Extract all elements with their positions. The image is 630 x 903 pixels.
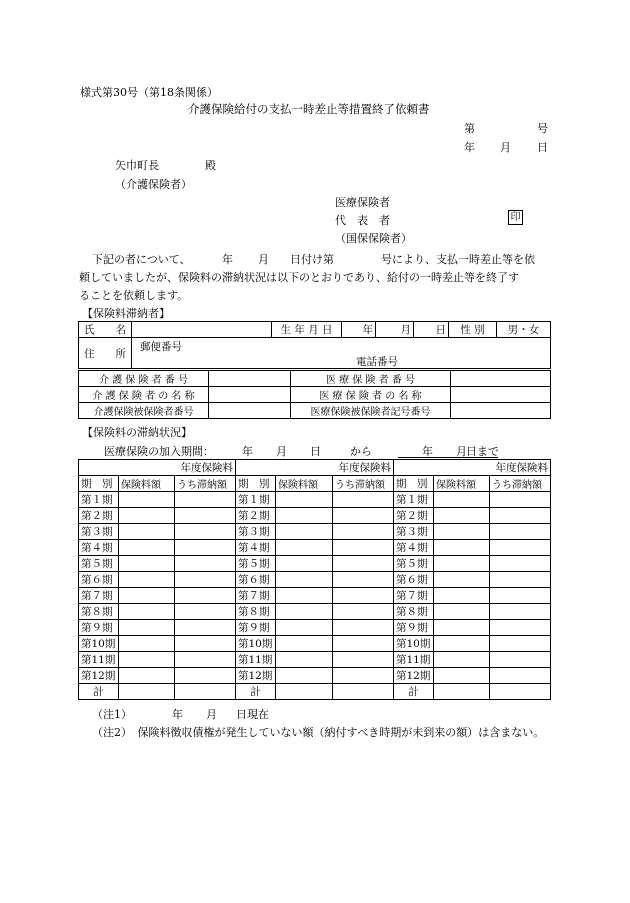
note1-label: （注1） <box>92 708 132 721</box>
arrears-cell[interactable] <box>490 524 551 540</box>
amount-cell[interactable] <box>276 668 333 684</box>
period-kara: から <box>350 445 372 458</box>
kaigo-insurer-name-label: 介 護 保 険 者 の 名 称 <box>79 387 209 403</box>
arrears-cell[interactable] <box>490 588 551 604</box>
sender-representative: 代 表 者 <box>335 214 390 227</box>
period-row-label: 第８期 <box>236 604 276 620</box>
arrears-cell[interactable] <box>490 620 551 636</box>
amount-cell[interactable] <box>119 620 175 636</box>
amount-cell[interactable] <box>434 540 490 556</box>
sender-iryo-insurer: 医療保険者 <box>335 196 390 209</box>
date-month-label: 月 <box>500 141 511 154</box>
doc-number-dai: 第 <box>464 122 475 135</box>
note1-text: 日現在 <box>236 708 269 721</box>
arrears-cell[interactable] <box>490 604 551 620</box>
iryo-insured-number-value[interactable] <box>451 403 551 419</box>
kaigo-insured-number-value[interactable] <box>209 403 291 419</box>
phone-label: 電話番号 <box>356 356 398 368</box>
sender-kokuho-insurer: （国保保険者） <box>335 232 412 245</box>
period-row-label: 第８期 <box>394 604 434 620</box>
period-row-label: 第６期 <box>79 572 119 588</box>
total-amount-cell[interactable] <box>434 684 490 700</box>
kaigo-insurer-number-label: 介 護 保 険 者 番 号 <box>79 371 209 387</box>
amount-cell[interactable] <box>276 652 333 668</box>
arrears-cell[interactable] <box>490 540 551 556</box>
arrears-cell[interactable] <box>333 668 394 684</box>
period-row-label: 第６期 <box>236 572 276 588</box>
total-label: 計 <box>394 684 434 700</box>
arrears-cell[interactable] <box>175 636 236 652</box>
body-line2: 頼していましたが、保険料の滞納状況は以下のとおりであり、給付の一時差止等を終了す <box>79 271 519 284</box>
fiscal-year-label: 年度保険料 <box>79 460 236 476</box>
period-made: 日まで <box>466 445 499 458</box>
arrears-cell[interactable] <box>175 604 236 620</box>
amount-cell[interactable] <box>434 588 490 604</box>
period-label: 医療保険の加入期間： <box>104 445 214 458</box>
arrears-table-2 <box>235 459 394 700</box>
section-delinquent-title: 【保険料滞納者】 <box>82 307 170 320</box>
period-to-year: 年 <box>422 445 433 458</box>
body-line1-b: 号により、支払一時差止等を依 <box>381 253 535 266</box>
col-arrears-header: うち滞納額 <box>333 476 394 492</box>
arrears-cell[interactable] <box>333 604 394 620</box>
arrears-cell[interactable] <box>175 492 236 508</box>
period-row-label: 第８期 <box>79 604 119 620</box>
period-row-label: 第５期 <box>394 556 434 572</box>
period-row-label: 第５期 <box>79 556 119 572</box>
period-row-label: 第１期 <box>79 492 119 508</box>
arrears-cell[interactable] <box>333 524 394 540</box>
period-row-label: 第11期 <box>79 652 119 668</box>
amount-cell[interactable] <box>276 492 333 508</box>
period-row-label: 第11期 <box>394 652 434 668</box>
period-row-label: 第11期 <box>236 652 276 668</box>
arrears-cell[interactable] <box>333 636 394 652</box>
fiscal-year-label: 年度保険料 <box>236 460 394 476</box>
note1-month: 月 <box>206 708 217 721</box>
amount-cell[interactable] <box>434 524 490 540</box>
total-arrears-cell[interactable] <box>333 684 394 700</box>
birth-month[interactable]: 月 <box>376 322 414 338</box>
amount-cell[interactable] <box>119 540 175 556</box>
arrears-cell[interactable] <box>175 540 236 556</box>
period-row-label: 第１期 <box>394 492 434 508</box>
period-to-month: 月 <box>456 445 467 458</box>
arrears-cell[interactable] <box>175 668 236 684</box>
amount-cell[interactable] <box>434 508 490 524</box>
period-row-label: 第10期 <box>79 636 119 652</box>
arrears-cell[interactable] <box>333 556 394 572</box>
iryo-insurer-name-label: 医 療 保 険 者 の 名 称 <box>291 387 451 403</box>
seal-mark <box>508 210 523 225</box>
birth-year[interactable]: 年 <box>342 322 376 338</box>
name-label: 氏 名 <box>79 322 132 338</box>
period-row-label: 第９期 <box>79 620 119 636</box>
amount-cell[interactable] <box>276 636 333 652</box>
amount-cell[interactable] <box>434 572 490 588</box>
period-row-label: 第10期 <box>236 636 276 652</box>
amount-cell[interactable] <box>434 652 490 668</box>
addressee-mayor: 矢巾町長 <box>115 159 159 172</box>
col-arrears-header: うち滞納額 <box>175 476 236 492</box>
period-row-label: 第５期 <box>236 556 276 572</box>
period-row-label: 第２期 <box>79 508 119 524</box>
amount-cell[interactable] <box>119 652 175 668</box>
iryo-insurer-name-value[interactable] <box>451 387 551 403</box>
iryo-insured-number-label: 医療保険被保険者記号番号 <box>291 403 451 419</box>
postal-label: 郵便番号 <box>140 341 182 353</box>
period-row-label: 第３期 <box>236 524 276 540</box>
total-arrears-cell[interactable] <box>490 684 551 700</box>
amount-cell[interactable] <box>119 572 175 588</box>
amount-cell[interactable] <box>434 668 490 684</box>
amount-cell[interactable] <box>276 524 333 540</box>
fiscal-table-2 <box>235 459 394 700</box>
kaigo-insured-number-label: 介護保険被保険者番号 <box>79 403 209 419</box>
arrears-cell[interactable] <box>333 492 394 508</box>
addressee-kaigo-insurer: （介護保険者） <box>115 178 192 191</box>
arrears-cell[interactable] <box>333 540 394 556</box>
arrears-cell[interactable] <box>490 556 551 572</box>
arrears-cell[interactable] <box>175 508 236 524</box>
body-line1-month: 月 <box>258 253 269 266</box>
period-from-year: 年 <box>242 445 253 458</box>
period-from-month: 月 <box>276 445 287 458</box>
arrears-cell[interactable] <box>333 620 394 636</box>
arrears-cell[interactable] <box>175 620 236 636</box>
arrears-cell[interactable] <box>490 652 551 668</box>
note1-year: 年 <box>172 708 183 721</box>
period-row-label: 第12期 <box>79 668 119 684</box>
amount-cell[interactable] <box>119 604 175 620</box>
address-value[interactable] <box>132 338 551 369</box>
arrears-cell[interactable] <box>333 508 394 524</box>
col-amount-header: 保険料額 <box>276 476 333 492</box>
period-row-label: 第３期 <box>394 524 434 540</box>
gender-label: 性 別 <box>449 322 497 338</box>
period-row-label: 第４期 <box>236 540 276 556</box>
period-row-label: 第12期 <box>394 668 434 684</box>
amount-cell[interactable] <box>119 668 175 684</box>
arrears-cell[interactable] <box>490 508 551 524</box>
period-row-label: 第３期 <box>79 524 119 540</box>
addressee-dono: 殿 <box>205 159 216 172</box>
note2: （注2） 保険料徴収債権が発生していない額（納付すべき時期が未到来の額）は含まない。 <box>92 726 545 739</box>
fiscal-year-label: 年度保険料 <box>394 460 551 476</box>
period-from-day: 日 <box>310 445 321 458</box>
amount-cell[interactable] <box>119 588 175 604</box>
amount-cell[interactable] <box>119 524 175 540</box>
body-line1-day: 日付け第 <box>290 253 334 266</box>
period-row-label: 第２期 <box>236 508 276 524</box>
amount-cell[interactable] <box>119 556 175 572</box>
arrears-cell[interactable] <box>333 572 394 588</box>
address-label: 住 所 <box>79 338 132 369</box>
period-row-label: 第４期 <box>394 540 434 556</box>
amount-cell[interactable] <box>276 556 333 572</box>
body-line1-a: 下記の者について、 <box>92 253 191 266</box>
date-year-label: 年 <box>464 141 475 154</box>
arrears-cell[interactable] <box>175 556 236 572</box>
body-line3: ることを依頼します。 <box>79 289 189 302</box>
col-period-header: 期 別 <box>394 476 434 492</box>
arrears-cell[interactable] <box>490 492 551 508</box>
col-arrears-header: うち滞納額 <box>490 476 551 492</box>
body-line1-year: 年 <box>222 253 233 266</box>
arrears-cell[interactable] <box>175 572 236 588</box>
form-number: 様式第30号（第18条関係） <box>80 86 218 99</box>
kaigo-insurer-name-value[interactable] <box>209 387 291 403</box>
iryo-insurer-number-value[interactable] <box>451 371 551 387</box>
amount-cell[interactable] <box>276 588 333 604</box>
period-row-label: 第９期 <box>394 620 434 636</box>
amount-cell[interactable] <box>434 604 490 620</box>
seal-text: 印 <box>508 210 523 225</box>
period-row-label: 第７期 <box>394 588 434 604</box>
period-row-label: 第２期 <box>394 508 434 524</box>
amount-cell[interactable] <box>276 604 333 620</box>
period-row-label: 第４期 <box>79 540 119 556</box>
col-period-header: 期 別 <box>236 476 276 492</box>
col-period-header: 期 別 <box>79 476 119 492</box>
arrears-cell[interactable] <box>333 652 394 668</box>
arrears-cell[interactable] <box>490 668 551 684</box>
arrears-table-3 <box>393 459 551 700</box>
total-label: 計 <box>236 684 276 700</box>
doc-number-go: 号 <box>537 122 548 135</box>
arrears-cell[interactable] <box>175 588 236 604</box>
total-amount-cell[interactable] <box>119 684 175 700</box>
total-arrears-cell[interactable] <box>175 684 236 700</box>
period-row-label: 第９期 <box>236 620 276 636</box>
period-row-label: 第６期 <box>394 572 434 588</box>
name-value[interactable] <box>132 322 272 338</box>
period-row-label: 第１期 <box>236 492 276 508</box>
delinquent-table <box>78 321 551 369</box>
period-row-label: 第７期 <box>79 588 119 604</box>
amount-cell[interactable] <box>119 636 175 652</box>
birth-label: 生 年 月 日 <box>272 322 342 338</box>
arrears-cell[interactable] <box>333 588 394 604</box>
fiscal-table-1 <box>78 459 236 700</box>
total-amount-cell[interactable] <box>276 684 333 700</box>
page-title: 介護保険給付の支払一時差止等措置終了依頼書 <box>188 102 430 116</box>
amount-cell[interactable] <box>434 492 490 508</box>
kaigo-insurer-number-value[interactable] <box>209 371 291 387</box>
total-label: 計 <box>79 684 119 700</box>
date-day-label: 日 <box>537 141 548 154</box>
amount-cell[interactable] <box>119 508 175 524</box>
iryo-insurer-number-label: 医 療 保 険 者 番 号 <box>291 371 451 387</box>
amount-cell[interactable] <box>119 492 175 508</box>
birth-day[interactable]: 日 <box>414 322 449 338</box>
amount-cell[interactable] <box>276 540 333 556</box>
amount-cell[interactable] <box>434 556 490 572</box>
arrears-table-1 <box>78 459 236 700</box>
amount-cell[interactable] <box>276 572 333 588</box>
period-row-label: 第10期 <box>394 636 434 652</box>
col-amount-header: 保険料額 <box>119 476 175 492</box>
arrears-cell[interactable] <box>175 652 236 668</box>
gender-value[interactable]: 男・女 <box>497 322 551 338</box>
fiscal-table-3 <box>393 459 551 700</box>
amount-cell[interactable] <box>434 636 490 652</box>
insurer-table <box>78 370 551 419</box>
arrears-cell[interactable] <box>175 524 236 540</box>
amount-cell[interactable] <box>276 620 333 636</box>
col-amount-header: 保険料額 <box>434 476 490 492</box>
amount-cell[interactable] <box>276 508 333 524</box>
arrears-cell[interactable] <box>490 572 551 588</box>
section-status-title: 【保険料の滞納状況】 <box>82 426 192 439</box>
amount-cell[interactable] <box>434 620 490 636</box>
period-row-label: 第７期 <box>236 588 276 604</box>
arrears-cell[interactable] <box>490 636 551 652</box>
period-row-label: 第12期 <box>236 668 276 684</box>
